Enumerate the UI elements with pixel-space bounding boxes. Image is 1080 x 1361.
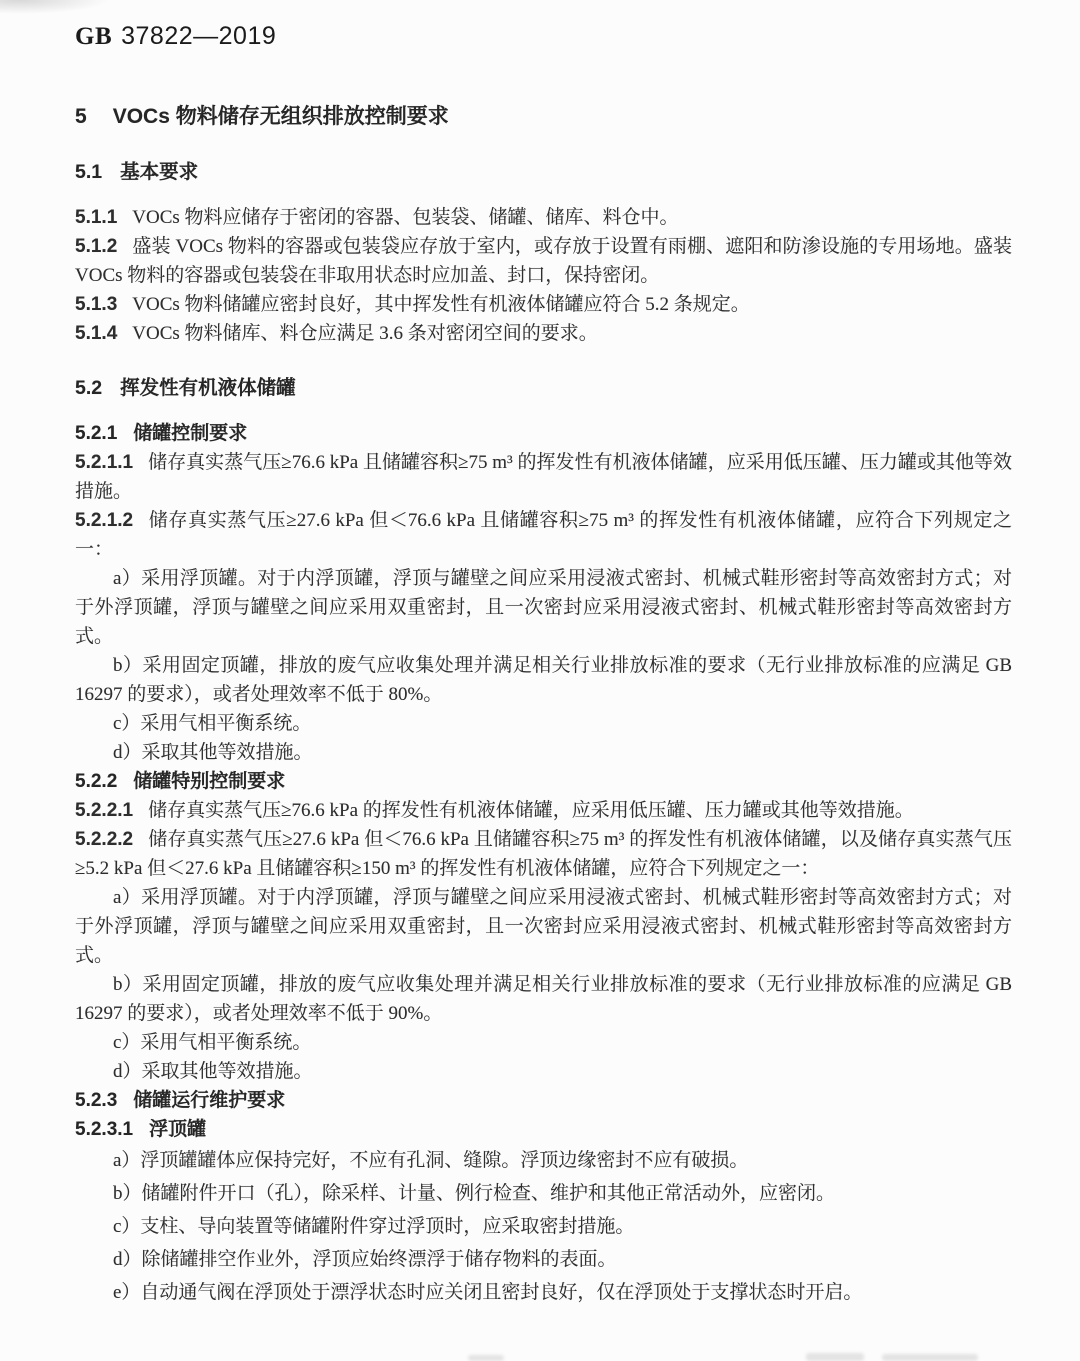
list-item-b-24	[75, 1177, 1012, 1210]
clause-number: 5.2.2.1	[75, 800, 134, 821]
clause-text: 储存真实蒸气压≥27.6 kPa 但＜76.6 kPa 且储罐容积≥75 m³ 的挥发性有机液体储罐，应符合下列规定之一：	[75, 510, 1012, 560]
clause-5-2-1-2	[75, 506, 1012, 564]
scan-artifact	[882, 1354, 978, 1361]
clause-text: b）采用固定顶罐，排放的废气应收集处理并满足相关行业排放标准的要求（无行业排放标准的应满足 GB 16297 的要求），或者处理效率不低于 80%。	[75, 655, 1012, 705]
list-item-d-13	[75, 738, 1012, 767]
scan-artifact	[806, 1353, 864, 1361]
clause-text: c）采用气相平衡系统。	[113, 1032, 312, 1053]
clause-text: VOCs 物料储罐应密封良好，其中挥发性有机液体储罐应符合 5.2 条规定。	[132, 294, 750, 315]
clause-5-1-2	[75, 232, 1012, 290]
clause-number: 5.1.1	[75, 207, 118, 228]
heading-5-2-3-1	[75, 1115, 1012, 1144]
clause-text: c）采用气相平衡系统。	[113, 713, 312, 734]
clause-text: a）浮顶罐罐体应保持完好，不应有孔洞、缝隙。浮顶边缘密封不应有破损。	[113, 1150, 749, 1171]
clause-text: b）储罐附件开口（孔），除采样、计量、例行检查、维护和其他正常活动外，应密闭。	[113, 1183, 836, 1204]
clause-text: e）自动通气阀在浮顶处于漂浮状态时应关闭且密封良好，仅在浮顶处于支撑状态时开启。	[113, 1282, 863, 1303]
clause-number: 5.2	[75, 377, 103, 399]
heading-5	[75, 102, 1012, 132]
clause-number: 5.2.1	[75, 423, 118, 444]
clause-5-1-4	[75, 319, 1012, 348]
clause-text: 挥发性有机液体储罐	[120, 377, 296, 399]
list-item-c-19	[75, 1028, 1012, 1057]
clause-text: b）采用固定顶罐，排放的废气应收集处理并满足相关行业排放标准的要求（无行业排放标准的应满足 GB 16297 的要求），或者处理效率不低于 90%。	[75, 974, 1012, 1024]
clause-text: 储存真实蒸气压≥76.6 kPa 的挥发性有机液体储罐，应采用低压罐、压力罐或其他等效措施。	[148, 800, 914, 821]
clause-number: 5.2.3.1	[75, 1119, 134, 1140]
list-item-a-10	[75, 564, 1012, 651]
standard-code-number: 37822—2019	[121, 22, 277, 50]
clause-5-2-1-1	[75, 448, 1012, 506]
clause-text: 浮顶罐	[149, 1119, 207, 1140]
clause-text: 储存真实蒸气压≥76.6 kPa 且储罐容积≥75 m³ 的挥发性有机液体储罐，应采用低压罐、压力罐或其他等效措施。	[75, 452, 1012, 502]
clause-number: 5	[75, 105, 87, 128]
clause-text: 储罐运行维护要求	[133, 1090, 286, 1111]
clause-number: 5.2.2.2	[75, 829, 134, 850]
clause-number: 5.1.4	[75, 323, 118, 344]
heading-5-1	[75, 158, 1012, 186]
clause-text: VOCs 物料储库、料仓应满足 3.6 条对密闭空间的要求。	[132, 323, 598, 344]
heading-5-2	[75, 374, 1012, 402]
clause-text: d）采取其他等效措施。	[113, 742, 313, 763]
clause-text: 基本要求	[120, 161, 199, 183]
clause-text: 储罐特别控制要求	[133, 771, 286, 792]
list-item-c-25	[75, 1210, 1012, 1243]
document-body	[75, 102, 1012, 1309]
heading-5-2-1	[75, 419, 1012, 448]
list-item-a-17	[75, 883, 1012, 970]
scan-artifact	[468, 1355, 504, 1361]
list-item-d-20	[75, 1057, 1012, 1086]
heading-5-2-3	[75, 1086, 1012, 1115]
clause-number: 5.1.3	[75, 294, 118, 315]
list-item-b-11	[75, 651, 1012, 709]
clause-5-1-3	[75, 290, 1012, 319]
clause-5-2-2-1	[75, 796, 1012, 825]
page-content	[75, 0, 1012, 1309]
list-item-d-26	[75, 1243, 1012, 1276]
clause-text: a）采用浮顶罐。对于内浮顶罐，浮顶与罐壁之间应采用浸液式密封、机械式鞋形密封等高效密封方式；对于外浮顶罐，浮顶与罐壁之间应采用双重密封，且一次密封应采用浸液式密封、机械式鞋形密封等高效密封方式。	[75, 887, 1012, 966]
list-item-c-12	[75, 709, 1012, 738]
clause-text: d）除储罐排空作业外，浮顶应始终漂浮于储存物料的表面。	[113, 1249, 617, 1270]
clause-text: VOCs 物料储存无组织排放控制要求	[112, 105, 449, 128]
clause-text: 盛装 VOCs 物料的容器或包装袋应存放于室内，或存放于设置有雨棚、遮阳和防渗设施的专用场地。盛装 VOCs 物料的容器或包装袋在非取用状态时应加盖、封口，保持密闭。	[75, 236, 1012, 286]
list-item-a-23	[75, 1144, 1012, 1177]
clause-number: 5.1.2	[75, 236, 118, 257]
standard-code-header	[75, 22, 1012, 51]
clause-number: 5.1	[75, 161, 103, 183]
clause-text: 储罐控制要求	[133, 423, 248, 444]
heading-5-2-2	[75, 767, 1012, 796]
clause-text: c）支柱、导向装置等储罐附件穿过浮顶时，应采取密封措施。	[113, 1216, 635, 1237]
clause-number: 5.2.3	[75, 1090, 118, 1111]
clause-text: VOCs 物料应储存于密闭的容器、包装袋、储罐、储库、料仓中。	[132, 207, 679, 228]
clause-5-1-1	[75, 203, 1012, 232]
clause-number: 5.2.1.2	[75, 510, 134, 531]
list-item-b-18	[75, 970, 1012, 1028]
clause-number: 5.2.2	[75, 771, 118, 792]
clause-text: a）采用浮顶罐。对于内浮顶罐，浮顶与罐壁之间应采用浸液式密封、机械式鞋形密封等高效密封方式；对于外浮顶罐，浮顶与罐壁之间应采用双重密封，且一次密封应采用浸液式密封、机械式鞋形密封等高效密封方式。	[75, 568, 1012, 647]
clause-number: 5.2.1.1	[75, 452, 134, 473]
clause-text: 储存真实蒸气压≥27.6 kPa 但＜76.6 kPa 且储罐容积≥75 m³ 的挥发性有机液体储罐，以及储存真实蒸气压≥5.2 kPa 但＜27.6 kPa 且储罐容积≥150 m³ 的挥发性有机液体储罐，应符合下列规定之一：	[75, 829, 1012, 879]
list-item-e-27	[75, 1276, 1012, 1309]
standard-code-prefix: GB	[75, 23, 113, 50]
clause-text: d）采取其他等效措施。	[113, 1061, 313, 1082]
clause-5-2-2-2	[75, 825, 1012, 883]
